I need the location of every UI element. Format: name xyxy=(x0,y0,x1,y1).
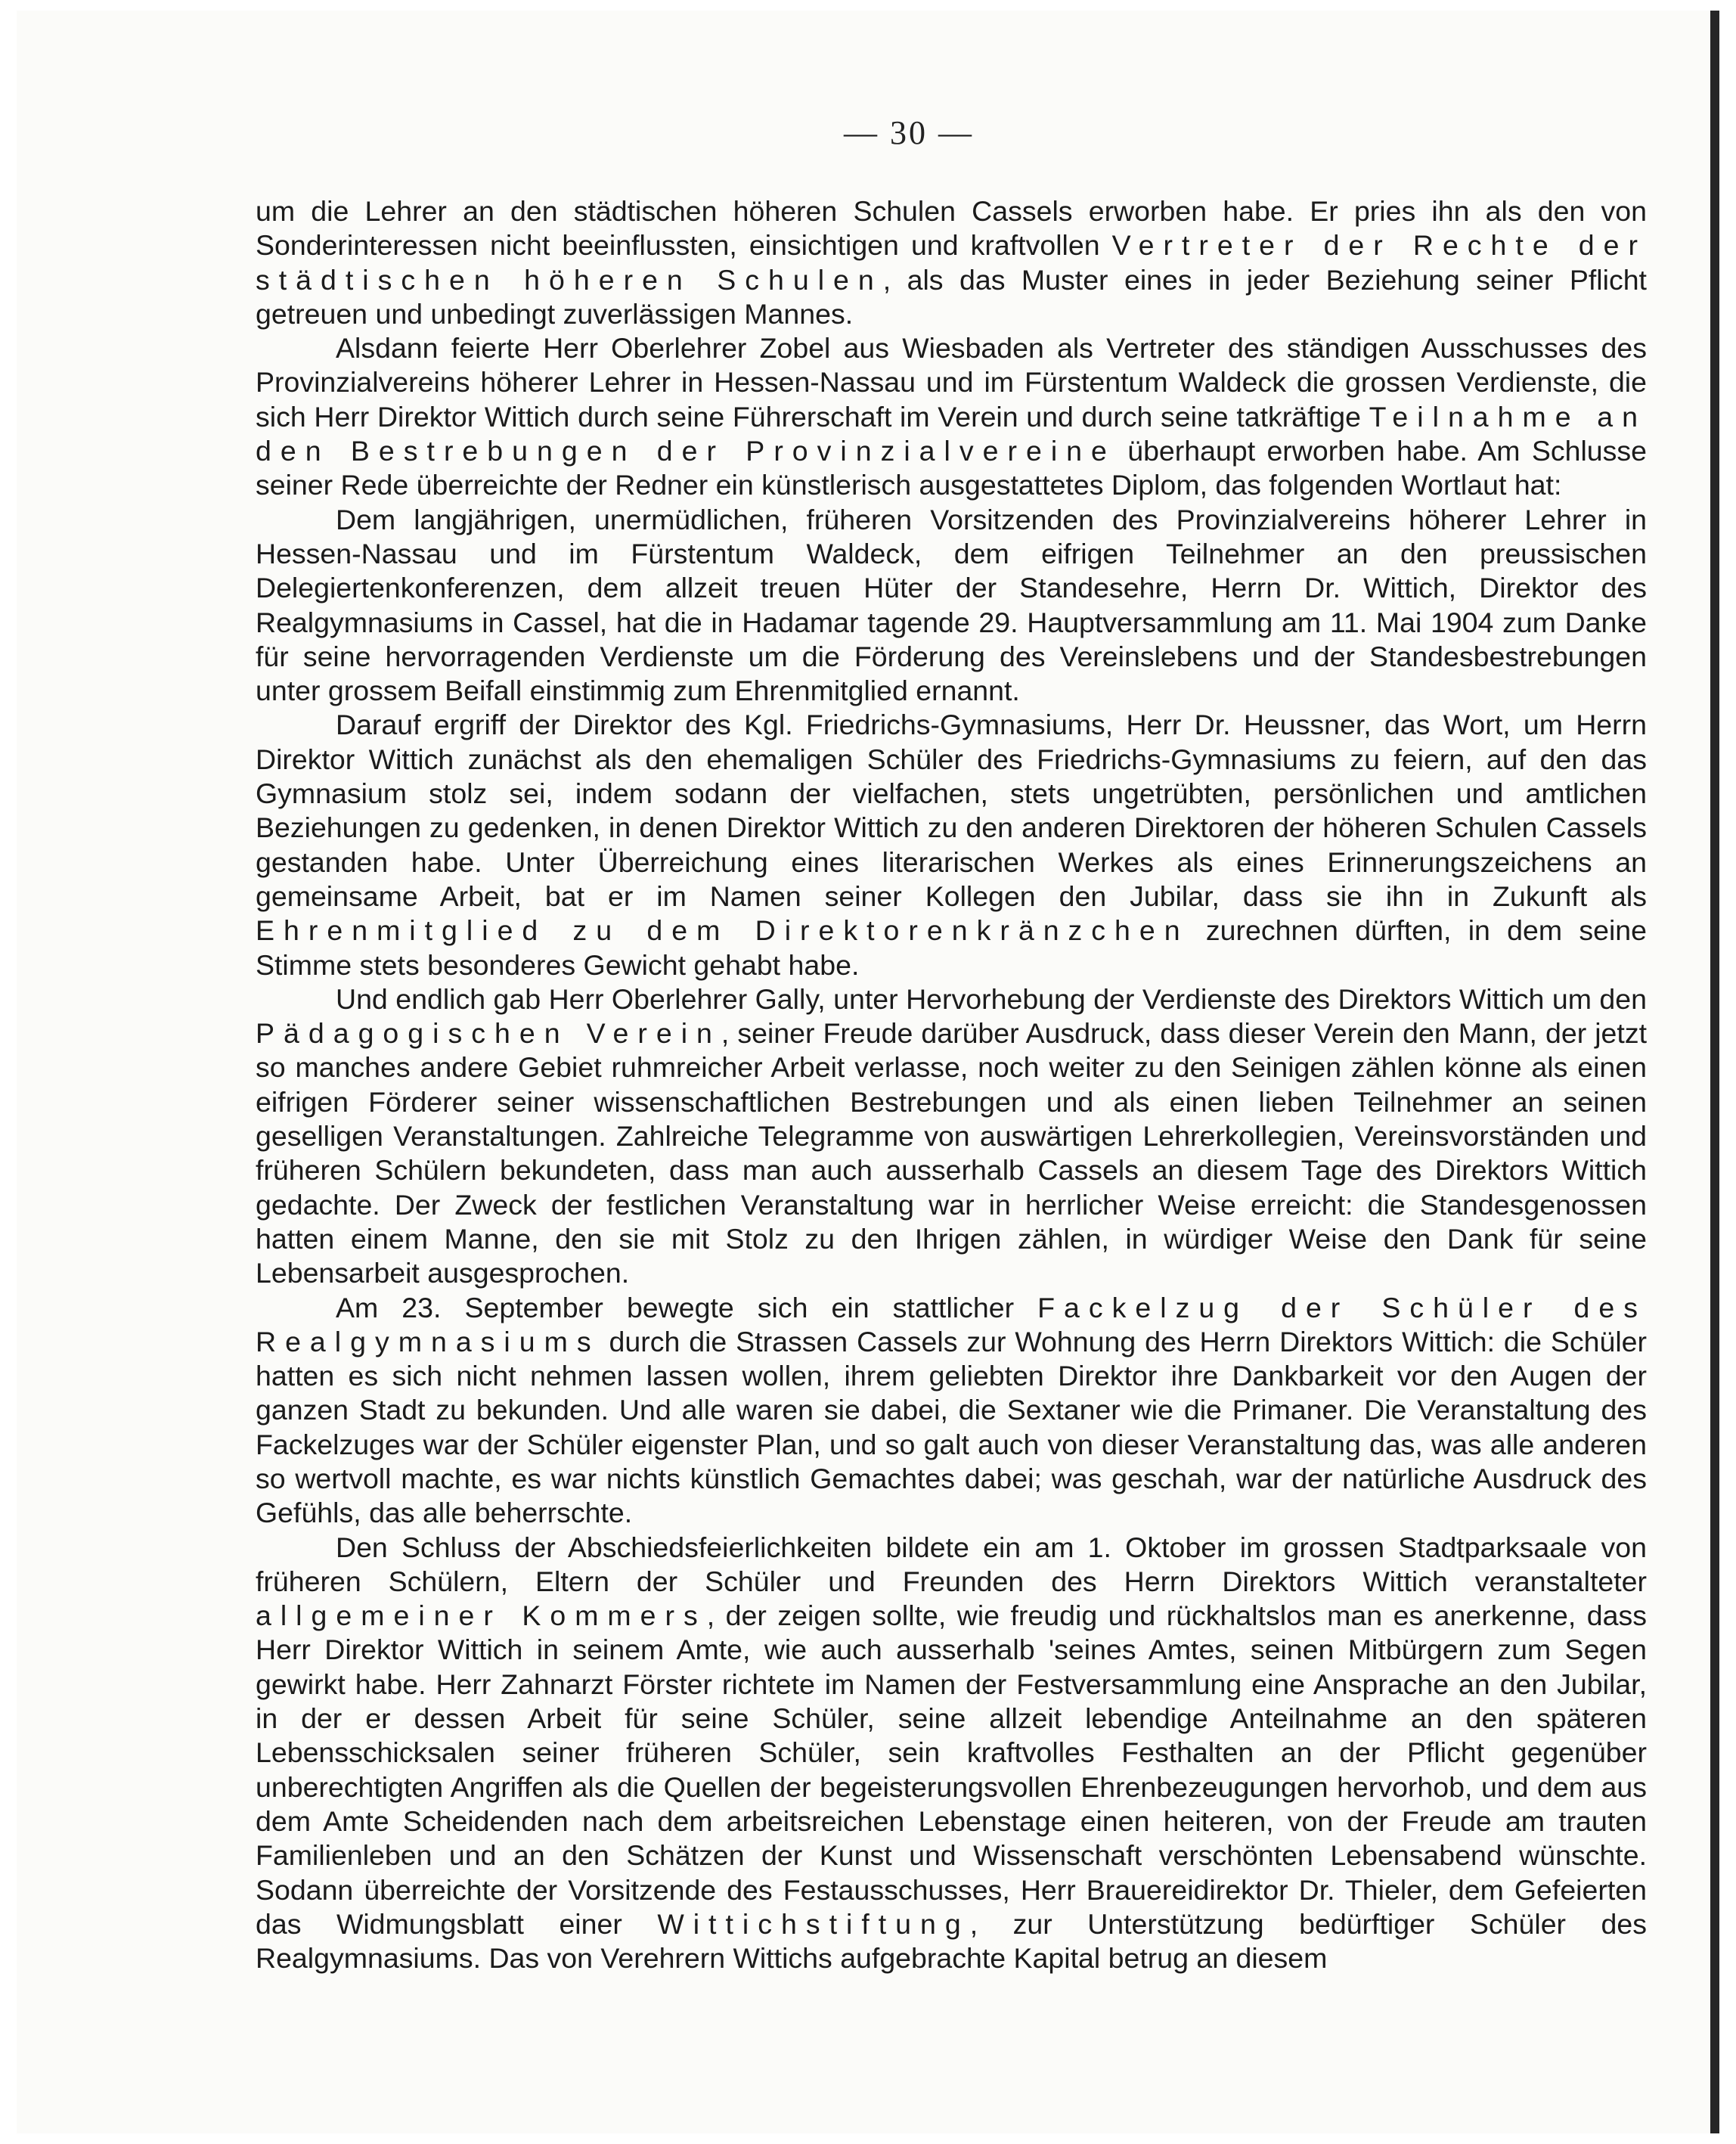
emphasized-text: Pädagogischen Verein xyxy=(256,1017,721,1050)
emphasized-text: Ehrenmitglied zu dem Direktorenkränzchen xyxy=(256,914,1189,947)
paragraph xyxy=(256,331,1647,502)
page-number: — 30 — xyxy=(844,114,974,151)
text-segment: Dem langjährigen, unermüdlichen, früheren Vorsitzenden des Provinzialvereins höherer Lehrer in Hessen-Nassau und im Fürstentum Waldeck, dem eifrigen Teilnehmer an den preussischen Delegiertenkonferenzen, dem allzeit treuen Hüter der Standesehre, Herrn Dr. Wittich, Direktor des Realgymnasiums in Cassel, hat die in Hadamar tagende 29. Hauptversammlung am 11. Mai 1904 zum Danke für seine hervorragenden Verdienste um die Förderung des Vereinslebens und der Standesbestrebungen unter grossem Beifall einstimmig zum Ehrenmitglied ernannt. xyxy=(256,503,1647,707)
emphasized-text: Teilnahme an den Bestrebungen der Provinzialvereine xyxy=(256,400,1647,467)
emphasized-text: allgemeiner Kommers xyxy=(256,1599,707,1632)
paragraph xyxy=(256,708,1647,982)
paragraph xyxy=(256,1291,1647,1531)
body-text xyxy=(256,194,1647,1975)
text-segment: , seiner Freude darüber Ausdruck, dass dieser Verein den Mann, der jetzt so manches andere Gebiet ruhmreicher Arbeit verlasse, noch weiter zu den Seinigen zählen könne als einen eifrigen Förderer seiner wissenschaftlichen Bestrebungen und als einen lieben Teilnehmer an seinen geselligen Veranstaltungen. Zahlreiche Telegramme von auswärtigen Lehrerkollegien, Vereinsvorständen und früheren Schülern bekundeten, dass man auch ausserhalb Cassels an diesem Tage des Direktors Wittich gedachte. Der Zweck der festlichen Veranstaltung war in herrlicher Weise erreicht: die Standesgenossen hatten einem Manne, den sie mit Stolz zu den Ihrigen zählen, in würdiger Weise den Dank für seine Lebensarbeit ausgesprochen. xyxy=(256,1017,1647,1289)
paragraph xyxy=(256,982,1647,1291)
text-segment: , zur Unterstützung bedürftiger Schüler des Realgymnasiums. Das von Verehrern Wittichs aufgebrachte Kapital betrug an diesem xyxy=(256,1907,1647,1975)
emphasized-text: Vertreter der Rechte der städtischen höheren Schulen xyxy=(256,229,1647,296)
text-segment: , der zeigen sollte, wie freudig und rückhaltslos man es anerkenne, dass Herr Direktor Wittich in seinem Amte, wie auch ausserhalb 'seines Amtes, seinen Mitbürgern zum Segen gewirkt habe. Herr Zahnarzt Förster richtete im Namen der Festversammlung eine Ansprache an den Jubilar, in der er dessen Arbeit für seine Schüler, seine allzeit lebendige Anteilnahme an den späteren Lebensschicksalen seiner früheren Schüler, sein kraftvolles Festhalten an der Pflicht gegenüber unberechtigten Angriffen als die Quellen der begeisterungsvollen Ehrenbezeugungen hervorhob, und dem aus dem Amte Scheidenden nach dem arbeitsreichen Lebenstage einen heiteren, von der Freude am trauten Familienleben und an den Schätzen der Kunst und Wissenschaft verschönten Lebensabend wünschte. Sodann überreichte der Vorsitzende des Festausschusses, Herr Brauereidirektor Dr. Thieler, dem Gefeierten das Widmungsblatt einer xyxy=(256,1599,1648,1940)
text-segment: , als das Muster eines in jeder Beziehung seiner Pflicht getreuen und unbedingt zuverlässigen Mannes. xyxy=(256,263,1647,330)
emphasized-text: Fackelzug der Schüler des Realgymnasiums xyxy=(256,1291,1647,1357)
text-segment: Den Schluss der Abschiedsfeierlichkeiten bildete ein am 1. Oktober im grossen Stadtparksaale von früheren Schülern, Eltern der Schüler und Freunden des Herrn Direktors Wittich veranstalteter xyxy=(256,1531,1647,1597)
text-segment: um die Lehrer an den städtischen höheren Schulen Cassels erworben habe. Er pries ihn als den von Sonderinteressen nicht beeinflussten, einsichtigen und kraftvollen xyxy=(256,195,1647,262)
text-segment: zurechnen dürften, in dem seine Stimme stets besonderes Gewicht gehabt habe. xyxy=(256,914,1648,981)
text-segment: Am 23. September bewegte sich ein stattlicher xyxy=(336,1291,1038,1323)
text-segment: Alsdann feierte Herr Oberlehrer Zobel aus Wiesbaden als Vertreter des ständigen Ausschusses des Provinzialvereins höherer Lehrer in Hessen-Nassau und im Fürstentum Waldeck die grossen Verdienste, die sich Herr Direktor Wittich durch seine Führerschaft im Verein und durch seine tatkräftige xyxy=(256,332,1647,433)
document-page xyxy=(17,11,1719,2133)
text-segment: Und endlich gab Herr Oberlehrer Gally, unter Hervorhebung der Verdienste des Direktors Wittich um den xyxy=(336,982,1647,1015)
emphasized-text: Wittichstiftung xyxy=(657,1907,970,1940)
paragraph xyxy=(256,503,1647,709)
text-segment: Darauf ergriff der Direktor des Kgl. Friedrichs-Gymnasiums, Herr Dr. Heussner, das Wort, um Herrn Direktor Wittich zunächst als den ehemaligen Schüler des Friedrichs-Gymnasiums zu feiern, auf den das Gymnasium stolz sei, indem sodann der vielfachen, stets ungetrübten, persönlichen und amtlichen Beziehungen zu gedenken, in denen Direktor Wittich zu den anderen Direktoren der höheren Schulen Cassels gestanden habe. Unter Überreichung eines literarischen Werkes als eines Erinnerungszeichens an gemeinsame Arbeit, bat er im Namen seiner Kollegen den Jubilar, dass sie ihn in Zukunft als xyxy=(256,709,1647,912)
paragraph xyxy=(256,1531,1647,1976)
paragraph xyxy=(256,194,1647,331)
text-segment: durch die Strassen Cassels zur Wohnung des Herrn Direktors Wittich: die Schüler hatten es sich nicht nehmen lassen wollen, ihrem geliebten Direktor ihre Dankbarkeit vor den Augen der ganzen Stadt zu bekunden. Und alle waren sie dabei, die Sextaner wie die Primaner. Die Veranstaltung des Fackelzuges war der Schüler eigenster Plan, und so galt auch von dieser Veranstaltung das, was alle anderen so wertvoll machte, es war nichts künstlich Gemachtes dabei; was geschah, war der natürliche Ausdruck des Gefühls, das alle beherrschte. xyxy=(256,1325,1647,1529)
text-segment: überhaupt erworben habe. Am Schlusse seiner Rede überreichte der Redner ein künstlerisch ausgestattetes Diplom, das folgenden Wortlaut hat: xyxy=(256,435,1648,501)
